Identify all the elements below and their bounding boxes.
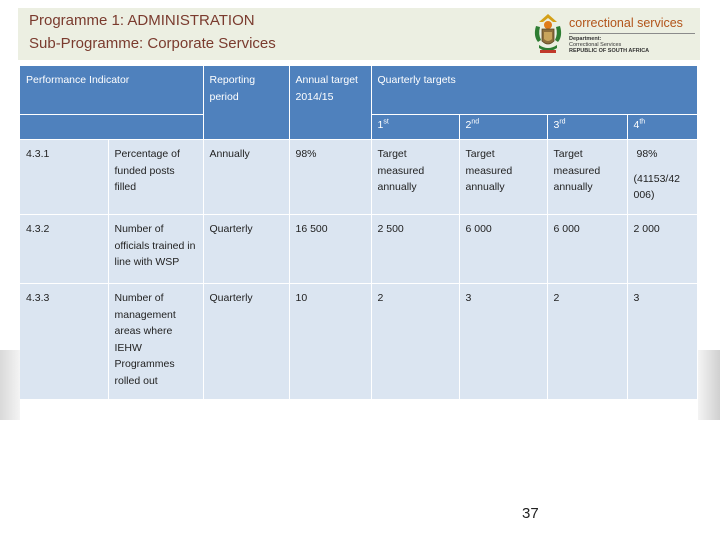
sub-programme-title: Sub-Programme: Corporate Services (29, 35, 276, 52)
q4-target-value: 98% (636, 148, 658, 160)
indicator-description: Number of management areas where IEHW Programmes rolled out (108, 284, 203, 400)
reporting-period: Quarterly (203, 284, 289, 400)
quarter-2-header: 2nd (459, 115, 547, 140)
department-logo (531, 12, 696, 58)
reporting-period: Quarterly (203, 215, 289, 284)
page-number: 37 (522, 505, 539, 522)
department-label: Department: (569, 36, 602, 42)
performance-table (20, 66, 697, 400)
table-row (20, 140, 697, 215)
q4-target (627, 140, 697, 215)
table-header-row (20, 66, 697, 115)
annual-target: 98% (289, 140, 371, 215)
brand-name: correctional services (569, 16, 683, 30)
programme-title: Programme 1: ADMINISTRATION (29, 12, 255, 29)
q2-target: 3 (459, 284, 547, 400)
q3-target: 6 000 (547, 215, 627, 284)
left-edge-shade (0, 350, 20, 420)
quarter-1-header: 1st (371, 115, 459, 140)
indicator-description: Number of officials trained in line with WSP (108, 215, 203, 284)
right-edge-shade (698, 350, 720, 420)
q4-target: 3 (627, 284, 697, 400)
country-name: REPUBLIC OF SOUTH AFRICA (569, 48, 650, 54)
q3-target: Target measured annually (547, 140, 627, 215)
table-row (20, 284, 697, 400)
header-performance-indicator: Performance Indicator (20, 66, 203, 115)
brand-divider (569, 33, 695, 34)
header-blank-cell (20, 115, 203, 140)
table-row (20, 215, 697, 284)
coat-of-arms-icon (531, 12, 565, 56)
annual-target: 16 500 (289, 215, 371, 284)
indicator-description: Percentage of funded posts filled (108, 140, 203, 215)
quarter-3-header: 3rd (547, 115, 627, 140)
header-reporting-period: Reporting period (203, 66, 289, 140)
reporting-period: Annually (203, 140, 289, 215)
q1-target: Target measured annually (371, 140, 459, 215)
q3-target: 2 (547, 284, 627, 400)
q1-target: 2 500 (371, 215, 459, 284)
department-name: Correctional Services (569, 42, 622, 48)
q1-target: 2 (371, 284, 459, 400)
q2-target: Target measured annually (459, 140, 547, 215)
indicator-id: 4.3.3 (20, 284, 108, 400)
q2-target: 6 000 (459, 215, 547, 284)
q4-target-note: (41153/42 006) (633, 172, 681, 201)
annual-target: 10 (289, 284, 371, 400)
header-quarterly-targets: Quarterly targets (371, 66, 697, 115)
q4-target: 2 000 (627, 215, 697, 284)
indicator-id: 4.3.1 (20, 140, 108, 215)
title-banner (18, 8, 700, 60)
indicator-id: 4.3.2 (20, 215, 108, 284)
header-annual-target: Annual target 2014/15 (289, 66, 371, 140)
quarter-4-header: 4th (627, 115, 697, 140)
